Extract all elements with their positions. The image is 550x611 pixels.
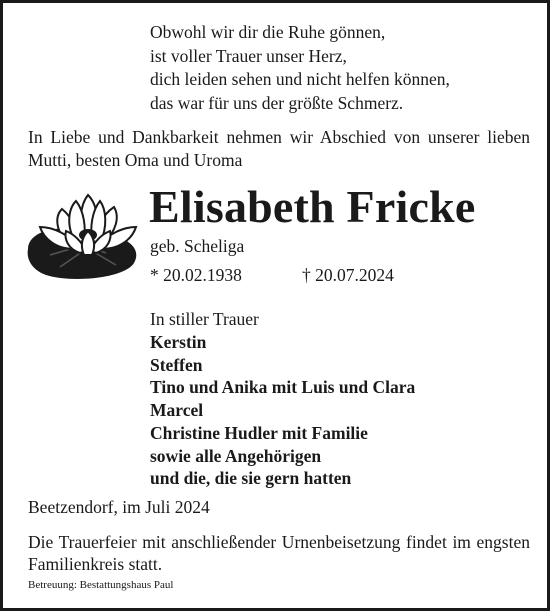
deceased-name: Elisabeth Fricke <box>149 181 476 232</box>
mourner: Kerstin <box>150 332 207 352</box>
mourner: Marcel <box>150 400 204 421</box>
birth-name: geb. Scheliga <box>150 236 245 256</box>
mourner: sowie alle Angehörigen <box>150 445 322 466</box>
poem-line: dich leiden sehen und nicht helfen können, <box>150 69 450 89</box>
mourner: Steffen <box>150 354 203 375</box>
birth-date: * 20.02.1938 <box>150 265 242 285</box>
poem-line: Obwohl wir dir die Ruhe gönnen, <box>150 22 386 42</box>
place-date: Beetzendorf, im Juli 2024 <box>28 497 210 517</box>
mourner: und die, die sie gern hatten <box>150 468 352 489</box>
poem-line: das war für uns der größte Schmerz. <box>150 92 404 113</box>
poem-line: ist voller Trauer unser Herz, <box>150 45 347 66</box>
funeral-text: Die Trauerfeier mit anschließender Urnenbeisetzung findet im engsten Familienkreis statt. <box>28 532 530 574</box>
mourners-list <box>150 331 415 490</box>
poem <box>150 21 450 115</box>
mourner: Tino und Anika mit Luis und Clara <box>150 377 416 398</box>
mourners-intro: In stiller Trauer <box>150 309 259 329</box>
mourner: Christine Hudler mit Familie <box>150 422 368 443</box>
intro-text: In Liebe und Dankbarkeit nehmen wir Abschied von unserer lieben Mutti, besten Oma und Uroma <box>28 127 530 170</box>
water-lily-icon <box>20 193 148 283</box>
death-date: † 20.07.2024 <box>302 265 394 285</box>
funeral-home-credit: Betreuung: Bestattungshaus Paul <box>28 579 174 591</box>
